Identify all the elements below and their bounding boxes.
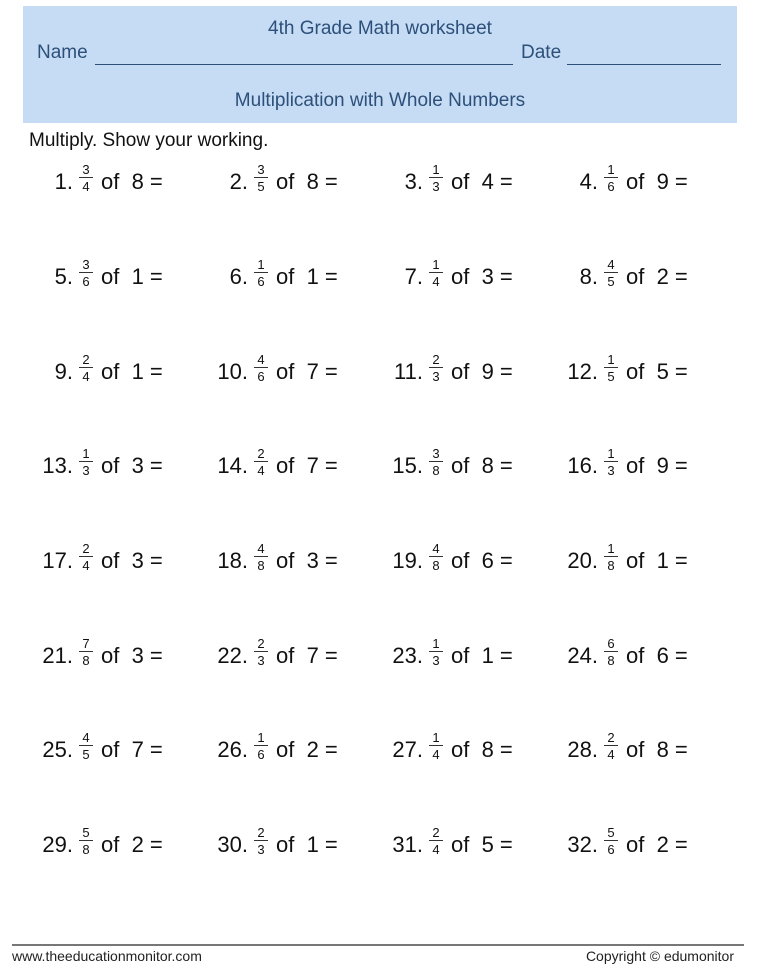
fraction-numerator: 4 xyxy=(79,731,93,746)
problem-number: 16. xyxy=(567,453,598,478)
fraction-numerator: 3 xyxy=(429,447,443,462)
fraction xyxy=(604,637,618,667)
fraction-numerator: 2 xyxy=(254,447,268,462)
problem-expression: of 4 = xyxy=(451,169,513,194)
fraction xyxy=(254,731,268,761)
worksheet-header xyxy=(23,6,737,123)
problem-expression: of 9 = xyxy=(626,169,688,194)
fraction-numerator: 4 xyxy=(429,542,443,557)
fraction-numerator: 1 xyxy=(429,163,443,178)
fraction xyxy=(604,163,618,193)
fraction xyxy=(604,258,618,288)
problem-expression: of 1 = xyxy=(276,264,338,289)
problem-number: 21. xyxy=(42,643,73,668)
fraction xyxy=(79,826,93,856)
fraction xyxy=(79,163,93,193)
name-date-row xyxy=(37,42,721,72)
fraction xyxy=(79,447,93,477)
problem-number: 11. xyxy=(394,359,423,384)
fraction xyxy=(429,731,443,761)
fraction-numerator: 2 xyxy=(254,637,268,652)
fraction xyxy=(429,258,443,288)
fraction-numerator: 1 xyxy=(254,258,268,273)
fraction-denominator: 8 xyxy=(607,558,615,573)
problem-expression: of 3 = xyxy=(451,264,513,289)
problem-expression: of 9 = xyxy=(626,453,688,478)
fraction-numerator: 1 xyxy=(604,542,618,557)
problem-number: 17. xyxy=(42,548,73,573)
problem-number: 7. xyxy=(404,264,423,289)
fraction-numerator: 3 xyxy=(254,163,268,178)
fraction-denominator: 4 xyxy=(82,558,90,573)
fraction-numerator: 4 xyxy=(254,542,268,557)
fraction-denominator: 3 xyxy=(432,369,440,384)
fraction-denominator: 3 xyxy=(432,179,440,194)
fraction-denominator: 8 xyxy=(432,558,440,573)
problem-number: 5. xyxy=(54,264,73,289)
fraction-numerator: 4 xyxy=(604,258,618,273)
problem-number: 2. xyxy=(229,169,248,194)
fraction xyxy=(79,258,93,288)
problem-number: 18. xyxy=(217,548,248,573)
problem-expression: of 7 = xyxy=(276,453,338,478)
problem-expression: of 8 = xyxy=(451,737,513,762)
footer-copyright: Copyright © edumonitor xyxy=(585,948,734,964)
date-blank-line[interactable] xyxy=(567,64,721,65)
fraction xyxy=(254,258,268,288)
fraction-denominator: 5 xyxy=(257,179,265,194)
worksheet-title: 4th Grade Math worksheet xyxy=(268,18,492,39)
problem-number: 24. xyxy=(567,643,598,668)
problem-number: 23. xyxy=(392,643,423,668)
fraction-denominator: 4 xyxy=(432,747,440,762)
problem-expression: of 3 = xyxy=(101,453,163,478)
problem-expression: of 5 = xyxy=(451,832,513,857)
problem-number: 27. xyxy=(392,737,423,762)
problem-expression: of 6 = xyxy=(451,548,513,573)
problem-expression: of 3 = xyxy=(101,643,163,668)
name-label: Name xyxy=(37,42,88,63)
problem-expression: of 1 = xyxy=(101,264,163,289)
fraction xyxy=(429,542,443,572)
fraction-denominator: 8 xyxy=(82,653,90,668)
problem-expression: of 8 = xyxy=(626,737,688,762)
problem-number: 14. xyxy=(217,453,248,478)
fraction-numerator: 2 xyxy=(429,353,443,368)
fraction-numerator: 3 xyxy=(79,163,93,178)
fraction-denominator: 3 xyxy=(432,653,440,668)
fraction xyxy=(429,447,443,477)
fraction-denominator: 3 xyxy=(607,463,615,478)
fraction-numerator: 1 xyxy=(254,731,268,746)
fraction-numerator: 1 xyxy=(79,447,93,462)
fraction xyxy=(604,353,618,383)
problem-expression: of 2 = xyxy=(101,832,163,857)
fraction-numerator: 1 xyxy=(429,731,443,746)
fraction-numerator: 1 xyxy=(604,447,618,462)
problem-expression: of 1 = xyxy=(451,643,513,668)
fraction xyxy=(254,353,268,383)
fraction xyxy=(429,353,443,383)
footer-divider xyxy=(12,944,744,946)
fraction-numerator: 2 xyxy=(79,542,93,557)
problem-expression: of 2 = xyxy=(626,264,688,289)
worksheet-subtitle: Multiplication with Whole Numbers xyxy=(234,90,526,111)
fraction-numerator: 4 xyxy=(254,353,268,368)
name-blank-line[interactable] xyxy=(95,64,513,65)
date-label: Date xyxy=(521,42,562,63)
fraction-denominator: 8 xyxy=(82,842,90,857)
problem-number: 13. xyxy=(42,453,73,478)
problem-expression: of 7 = xyxy=(276,643,338,668)
problem-number: 4. xyxy=(579,169,598,194)
problem-number: 1. xyxy=(54,169,73,194)
fraction-numerator: 1 xyxy=(604,353,618,368)
fraction xyxy=(254,447,268,477)
problem-expression: of 1 = xyxy=(276,832,338,857)
problem-expression: of 1 = xyxy=(101,359,163,384)
fraction-denominator: 4 xyxy=(607,747,615,762)
problem-number: 30. xyxy=(217,832,248,857)
fraction-numerator: 2 xyxy=(254,826,268,841)
fraction-denominator: 4 xyxy=(82,369,90,384)
fraction-denominator: 8 xyxy=(257,558,265,573)
fraction-denominator: 8 xyxy=(607,653,615,668)
fraction xyxy=(254,637,268,667)
fraction-numerator: 5 xyxy=(604,826,618,841)
problem-expression: of 8 = xyxy=(451,453,513,478)
problem-number: 6. xyxy=(229,264,248,289)
problem-number: 22. xyxy=(217,643,248,668)
fraction xyxy=(79,731,93,761)
fraction-denominator: 6 xyxy=(82,274,90,289)
fraction xyxy=(254,542,268,572)
fraction xyxy=(79,542,93,572)
fraction-numerator: 5 xyxy=(79,826,93,841)
fraction xyxy=(254,826,268,856)
problem-expression: of 8 = xyxy=(101,169,163,194)
problem-number: 31. xyxy=(392,832,423,857)
fraction xyxy=(429,826,443,856)
problem-number: 25. xyxy=(42,737,73,762)
fraction-numerator: 1 xyxy=(429,637,443,652)
problem-expression: of 7 = xyxy=(101,737,163,762)
problem-number: 28. xyxy=(567,737,598,762)
fraction-denominator: 6 xyxy=(257,369,265,384)
fraction xyxy=(429,637,443,667)
fraction-denominator: 3 xyxy=(257,842,265,857)
fraction-denominator: 5 xyxy=(82,747,90,762)
fraction-denominator: 3 xyxy=(257,653,265,668)
problem-number: 9. xyxy=(54,359,73,384)
fraction-denominator: 6 xyxy=(607,842,615,857)
problem-number: 3. xyxy=(404,169,423,194)
fraction-denominator: 6 xyxy=(607,179,615,194)
problem-number: 26. xyxy=(217,737,248,762)
fraction-denominator: 4 xyxy=(432,842,440,857)
fraction-numerator: 2 xyxy=(429,826,443,841)
fraction xyxy=(604,447,618,477)
fraction xyxy=(429,163,443,193)
problem-expression: of 1 = xyxy=(626,548,688,573)
problem-expression: of 6 = xyxy=(626,643,688,668)
problem-expression: of 8 = xyxy=(276,169,338,194)
fraction-denominator: 4 xyxy=(432,274,440,289)
fraction xyxy=(79,637,93,667)
fraction-numerator: 7 xyxy=(79,637,93,652)
fraction-denominator: 5 xyxy=(607,274,615,289)
problem-expression: of 9 = xyxy=(451,359,513,384)
problem-number: 19. xyxy=(392,548,423,573)
fraction-denominator: 6 xyxy=(257,274,265,289)
problem-expression: of 3 = xyxy=(101,548,163,573)
fraction-denominator: 6 xyxy=(257,747,265,762)
fraction-denominator: 5 xyxy=(607,369,615,384)
fraction-denominator: 4 xyxy=(257,463,265,478)
fraction-numerator: 3 xyxy=(79,258,93,273)
fraction xyxy=(254,163,268,193)
fraction xyxy=(604,731,618,761)
problem-number: 8. xyxy=(579,264,598,289)
problem-number: 15. xyxy=(392,453,423,478)
problem-number: 32. xyxy=(567,832,598,857)
problem-expression: of 5 = xyxy=(626,359,688,384)
problem-number: 12. xyxy=(567,359,598,384)
fraction-denominator: 8 xyxy=(432,463,440,478)
fraction-denominator: 4 xyxy=(82,179,90,194)
problem-expression: of 3 = xyxy=(276,548,338,573)
problem-expression: of 2 = xyxy=(276,737,338,762)
fraction xyxy=(604,542,618,572)
problem-expression: of 7 = xyxy=(276,359,338,384)
fraction-denominator: 3 xyxy=(82,463,90,478)
fraction xyxy=(604,826,618,856)
fraction-numerator: 1 xyxy=(429,258,443,273)
instructions: Multiply. Show your working. xyxy=(29,130,269,151)
fraction xyxy=(79,353,93,383)
fraction-numerator: 2 xyxy=(79,353,93,368)
problem-number: 29. xyxy=(42,832,73,857)
footer-website: www.theeducationmonitor.com xyxy=(12,948,202,964)
fraction-numerator: 2 xyxy=(604,731,618,746)
fraction-numerator: 6 xyxy=(604,637,618,652)
problem-number: 20. xyxy=(567,548,598,573)
problem-number: 10. xyxy=(217,359,248,384)
fraction-numerator: 1 xyxy=(604,163,618,178)
problem-expression: of 2 = xyxy=(626,832,688,857)
